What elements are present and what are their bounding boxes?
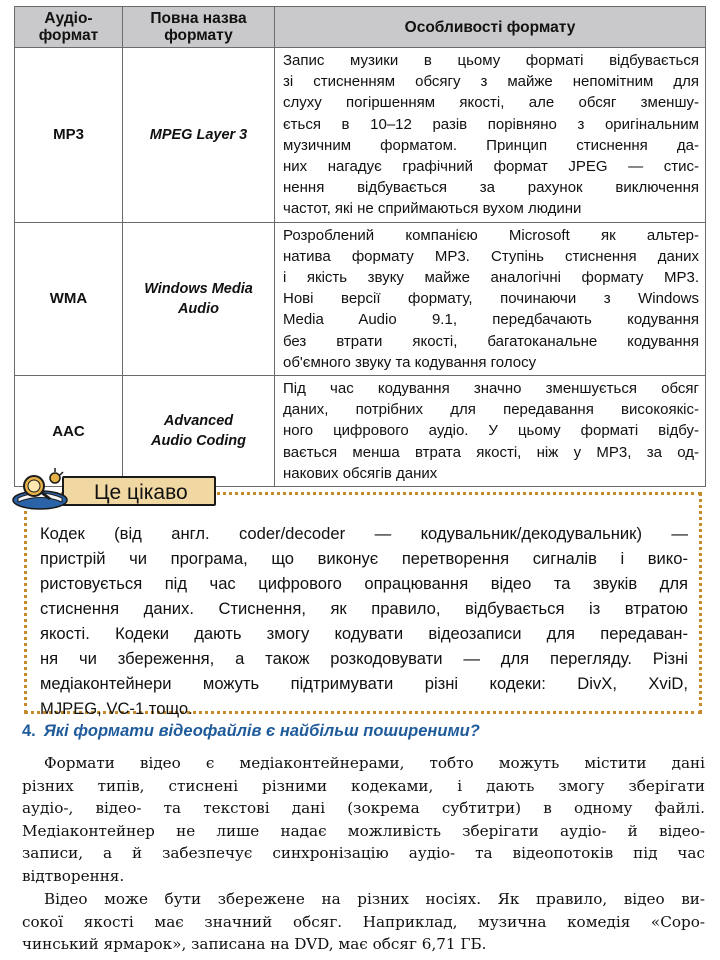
format-cell: WMA: [15, 222, 123, 375]
paragraph-2: [22, 888, 705, 956]
description-line: Media Audio 9.1, передбачають кодування: [283, 311, 699, 329]
full-name-cell: [123, 222, 275, 375]
header-features: [275, 7, 706, 48]
description-line: слуху погіршенням якості, але обсяг зменшу-: [283, 94, 699, 112]
section-number: 4.: [22, 722, 36, 740]
description-line: зі стисненням обсягу з майже непомітним для: [283, 73, 699, 91]
description-line: музичним форматом. Принцип стиснення да-: [283, 136, 699, 154]
description-line: вається менша втрата якості, ніж у MP3, за од-: [283, 443, 699, 461]
description-line: без втрати якості, багатоканальне кодування: [283, 332, 699, 350]
interesting-title: Це цікаво: [62, 476, 216, 506]
table-header-row: [15, 7, 706, 48]
description-line: нення відбувається за рахунок виключення: [283, 179, 699, 197]
description-line: Розроблений компанією Microsoft як альтер-: [283, 226, 699, 244]
interesting-text: [40, 521, 688, 721]
description-line: Під час кодування значно зменшується обсяг: [283, 380, 699, 398]
description-line: ється в 10–12 разів порівняно з оригінальним: [283, 115, 699, 133]
description-line: накових обсягів даних: [283, 464, 438, 482]
description-cell: [275, 222, 706, 375]
interesting-line: якості. Кодеки дають змогу кодувати відеозаписи для передаван-: [40, 624, 688, 643]
header-line: Повна назва: [150, 10, 247, 27]
paragraph-line: Формати відео є медіаконтейнерами, тобто можуть містити дані: [44, 754, 705, 772]
header-line: Аудіо-: [44, 10, 93, 27]
interesting-line: Кодек (від англ. coder/decoder — кодувальник/декодувальник) —: [40, 524, 688, 543]
table-row: [15, 222, 706, 375]
full-name-line: Windows Media: [144, 280, 253, 297]
interesting-line: ристовується під час цифрового опрацювання відео та звуків для: [40, 574, 688, 593]
paragraph-line: записи, а й забезпечує синхронізацію аудіо- та відеопотоків під час: [22, 844, 705, 863]
description-line: частот, які не сприймаються вухом людини: [283, 200, 582, 218]
description-cell: [275, 376, 706, 487]
description-line: Нові версії формату, починаючи з Windows: [283, 290, 699, 308]
header-full-name: [123, 7, 275, 48]
interesting-line: пристрій чи програма, що виконує перетворення сигналів і вико-: [40, 549, 688, 568]
description-line: Запис музики в цьому форматі відбувається: [283, 52, 699, 69]
paragraph-line: чинський ярмарок», записана на DVD, має обсяг 6,71 ГБ.: [22, 935, 487, 954]
paragraph-line: аудіо-, відео- та текстові дані (зокрема субтитри) в одному файлі.: [22, 799, 705, 818]
table-row: [15, 48, 706, 223]
interesting-line: MJPEG, VC-1 тощо.: [40, 699, 193, 718]
section-heading: [22, 722, 480, 741]
paragraph-1: [22, 752, 705, 888]
header-line: формату: [164, 27, 233, 44]
paragraph-line: Медіаконтейнер не лише надає можливість зберігати аудіо- й відео-: [22, 821, 705, 840]
interesting-line: стиснення даних. Стиснення, як правило, відбувається із втратою: [40, 599, 688, 618]
full-name-line: Audio: [177, 300, 220, 317]
paragraph-line: відтворення.: [22, 866, 125, 885]
description-line: об'ємного звуку та кодування голосу: [283, 353, 537, 371]
full-name-line: MPEG Layer 3: [149, 126, 248, 143]
header-line: Особливості формату: [404, 18, 576, 36]
header-audio-format: [15, 7, 123, 48]
full-name-line: Advanced: [163, 413, 234, 430]
description-cell: [275, 48, 706, 223]
format-cell: AAC: [15, 376, 123, 487]
interesting-banner: [10, 466, 220, 512]
header-line: формат: [38, 27, 99, 44]
magnifier-book-icon: [10, 466, 74, 512]
paragraph-line: Відео може бути збережене на різних носіях. Як правило, відео ви-: [44, 890, 705, 908]
interesting-line: ня чи збереження, а також розкодовувати — для перегляду. Різні: [40, 649, 688, 668]
paragraph-line: різних типів, стиснені різними кодеками, і дають змогу зберігати: [22, 776, 705, 795]
full-name-cell: [123, 48, 275, 223]
format-cell: MP3: [15, 48, 123, 223]
paragraph-line: сокої якості має значний обсяг. Наприклад, музична комедія «Соро-: [22, 912, 705, 931]
description-line: них нагадує графічний формат JPEG — стис-: [283, 158, 699, 176]
interesting-line: медіаконтейнери можуть підтримувати різні кодеки: DivX, XviD,: [40, 674, 688, 693]
description-line: натива формату MP3. Ступінь стиснення даних: [283, 247, 699, 265]
section-question: Які формати відеофайлів є найбільш поширеними?: [43, 722, 480, 740]
full-name-line: Audio Coding: [150, 433, 247, 450]
audio-formats-table: [14, 6, 706, 487]
description-line: ного цифрового аудіо. У цьому форматі відбу-: [283, 422, 699, 440]
description-line: і якість звуку майже аналогічні формату MP3.: [283, 269, 699, 287]
description-line: даних, потрібних для передавання високоякіс-: [283, 401, 699, 419]
